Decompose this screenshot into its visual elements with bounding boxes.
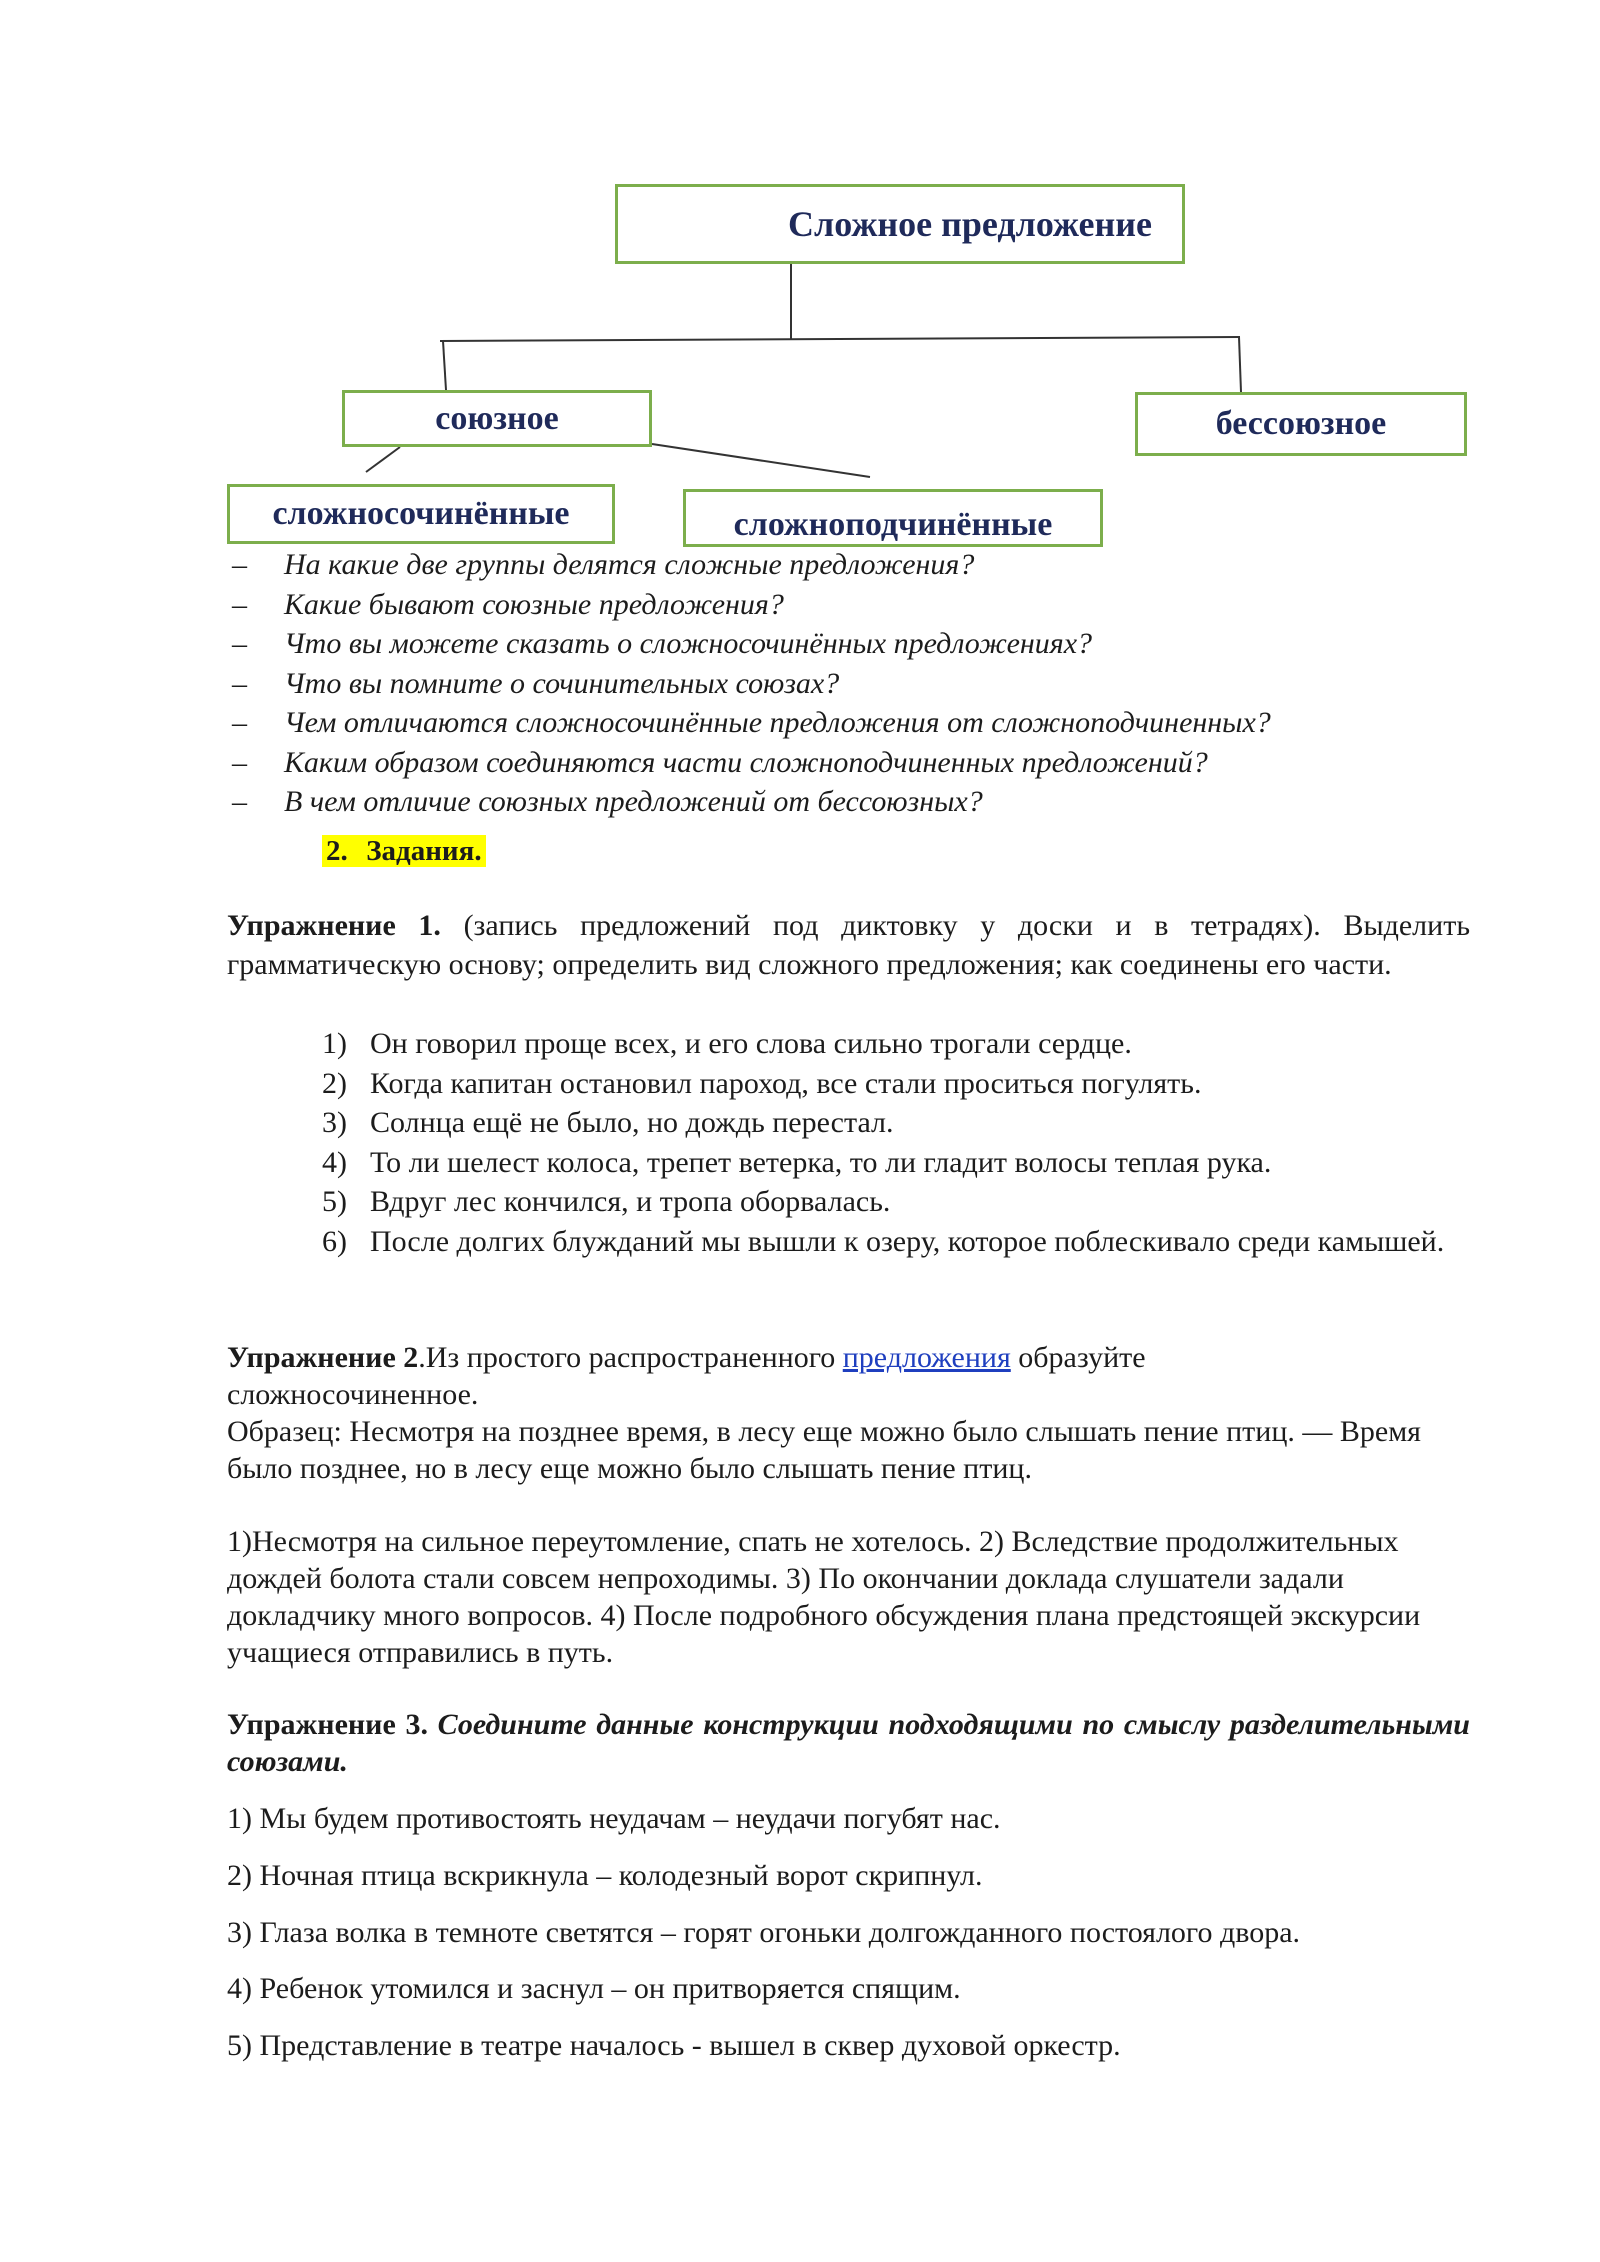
item-number: 2) — [322, 1066, 347, 1100]
diagram-coordinate-box — [227, 484, 615, 544]
exercise1-list — [322, 1024, 1470, 1261]
question-text: В чем отличие союзных предложений от бессоюзных? — [284, 785, 983, 818]
item-number: 1) — [322, 1027, 347, 1060]
exercise2-sample-text: Несмотря на позднее время, в лесу еще можно было слышать пение птиц. — Время было позднее, но в лесу еще можно было слышать пение птиц. — [227, 1415, 1421, 1485]
connector-to-subordinate — [652, 444, 870, 477]
exercise3-title: Упражнение 3. — [227, 1708, 428, 1741]
exercise1-item — [322, 1064, 1470, 1104]
exercise1-instruction-text: (запись предложений под диктовку у доски и в тетрадях). Выделить грамматическую основу; определить вид сложного предложения; как соединены его части. — [227, 909, 1471, 981]
list-dash: – — [232, 785, 247, 818]
exercise1-item — [322, 1143, 1470, 1183]
item-text: То ли шелест колоса, трепет ветерка, то ли гладит волосы теплая рука. — [370, 1145, 1272, 1179]
item-text: Он говорил проще всех, и его слова сильно трогали сердце. — [370, 1027, 1132, 1060]
exercise2-sample-label: Образец: — [227, 1415, 350, 1448]
question-text: Что вы можете сказать о сложносочинённых предложениях? — [284, 627, 1093, 660]
question-item — [232, 664, 1492, 704]
exercise2-title: Упражнение 2 — [227, 1341, 419, 1374]
diagram-root-box — [615, 184, 1185, 264]
list-dash: – — [232, 587, 247, 621]
exercise1-item — [322, 1024, 1470, 1064]
question-text: Каким образом соединяются части сложноподчиненных предложений? — [284, 745, 1208, 779]
section-number: 2. — [326, 835, 348, 867]
exercise3-instruction-text: Соедините данные конструкции подходящими по смыслу разделительными союзами. — [227, 1708, 1470, 1778]
item-text: После долгих блужданий мы вышли к озеру, которое поблескивало среди камышей. — [370, 1224, 1445, 1258]
question-item — [232, 545, 1492, 585]
diagram-root-label: Сложное предложение — [788, 204, 1152, 244]
list-dash: – — [232, 548, 247, 581]
diagram-coordinate-label: сложносочинённые — [272, 495, 570, 532]
exercise2-link[interactable]: предложения — [842, 1341, 1011, 1374]
question-item — [232, 703, 1492, 743]
question-item — [232, 624, 1492, 664]
exercise2-text-before: .Из простого распространенного — [418, 1341, 843, 1374]
question-item — [232, 743, 1492, 783]
exercise2-tasks-text: 1)Несмотря на сильное переутомление, спать не хотелось. 2) Вследствие продолжительных дождей болота стали совсем непроходимы. 3) По окончании доклада слушатели задали докладчику много вопросов. 4) После подробного обсуждения плана предстоящей экскурсии учащиеся отправились в путь. — [227, 1525, 1421, 1669]
connector-to-union — [443, 341, 446, 390]
list-dash: – — [232, 666, 247, 700]
item-text: Вдруг лес кончился, и тропа оборвалась. — [370, 1185, 891, 1218]
connector-to-coordinate — [366, 447, 400, 472]
section-heading-highlight — [322, 835, 486, 867]
item-number: 6) — [322, 1224, 347, 1258]
diagram-nonunion-box — [1135, 392, 1467, 456]
question-text: На какие две группы делятся сложные предложения? — [284, 548, 975, 581]
exercise3-instruction — [227, 1706, 1470, 1780]
question-item — [232, 782, 1492, 822]
exercise2-instruction — [227, 1339, 1247, 1413]
diagram-union-label: союзное — [435, 399, 559, 437]
list-dash: – — [232, 706, 247, 739]
question-item — [232, 585, 1492, 625]
connector-horizontal — [440, 337, 1240, 341]
list-dash: – — [232, 745, 247, 779]
item-number: 4) — [322, 1145, 347, 1179]
item-number: 5) — [322, 1185, 347, 1218]
exercise3-item: 1) Мы будем противостоять неудачам – неудачи погубят нас. — [227, 1802, 1001, 1835]
connector-to-nonunion — [1239, 337, 1241, 392]
question-text: Чем отличаются сложносочинённые предложения от сложноподчиненных? — [284, 706, 1271, 739]
diagram-nonunion-label: бессоюзное — [1215, 405, 1387, 442]
item-text: Солнца ещё не было, но дождь перестал. — [370, 1106, 894, 1139]
item-number: 3) — [322, 1106, 347, 1139]
question-text: Какие бывают союзные предложения? — [284, 587, 784, 621]
item-text: Когда капитан остановил пароход, все стали проситься погулять. — [370, 1066, 1202, 1100]
exercise1-item — [322, 1103, 1470, 1143]
exercise2-tasks — [227, 1523, 1457, 1671]
diagram-subordinate-label: сложноподчинённые — [733, 506, 1053, 543]
list-dash: – — [232, 627, 247, 660]
section-heading — [322, 835, 486, 868]
exercise2-text-after: образуйте сложносочиненное. — [227, 1341, 1146, 1411]
exercise1-item — [322, 1222, 1470, 1262]
diagram-union-box — [342, 390, 652, 447]
exercise1-instruction — [227, 906, 1470, 984]
question-text: Что вы помните о сочинительных союзах? — [284, 666, 840, 700]
exercise3-item: 4) Ребенок утомился и заснул – он притворяется спящим. — [227, 1972, 961, 2005]
exercise3-item: 3) Глаза волка в темноте светятся – горят огоньки долгожданного постоялого двора. — [227, 1916, 1301, 1949]
question-list — [232, 545, 1492, 822]
exercise3-item: 2) Ночная птица вскрикнула – колодезный ворот скрипнул. — [227, 1859, 983, 1892]
exercise3-item: 5) Представление в театре началось - вышел в сквер духовой оркестр. — [227, 2029, 1121, 2062]
section-title: Задания. — [366, 835, 482, 867]
exercise2-sample — [227, 1413, 1447, 1487]
exercise1-item — [322, 1182, 1470, 1222]
diagram-subordinate-box — [683, 489, 1103, 547]
exercise1-title: Упражнение 1. — [227, 909, 441, 942]
